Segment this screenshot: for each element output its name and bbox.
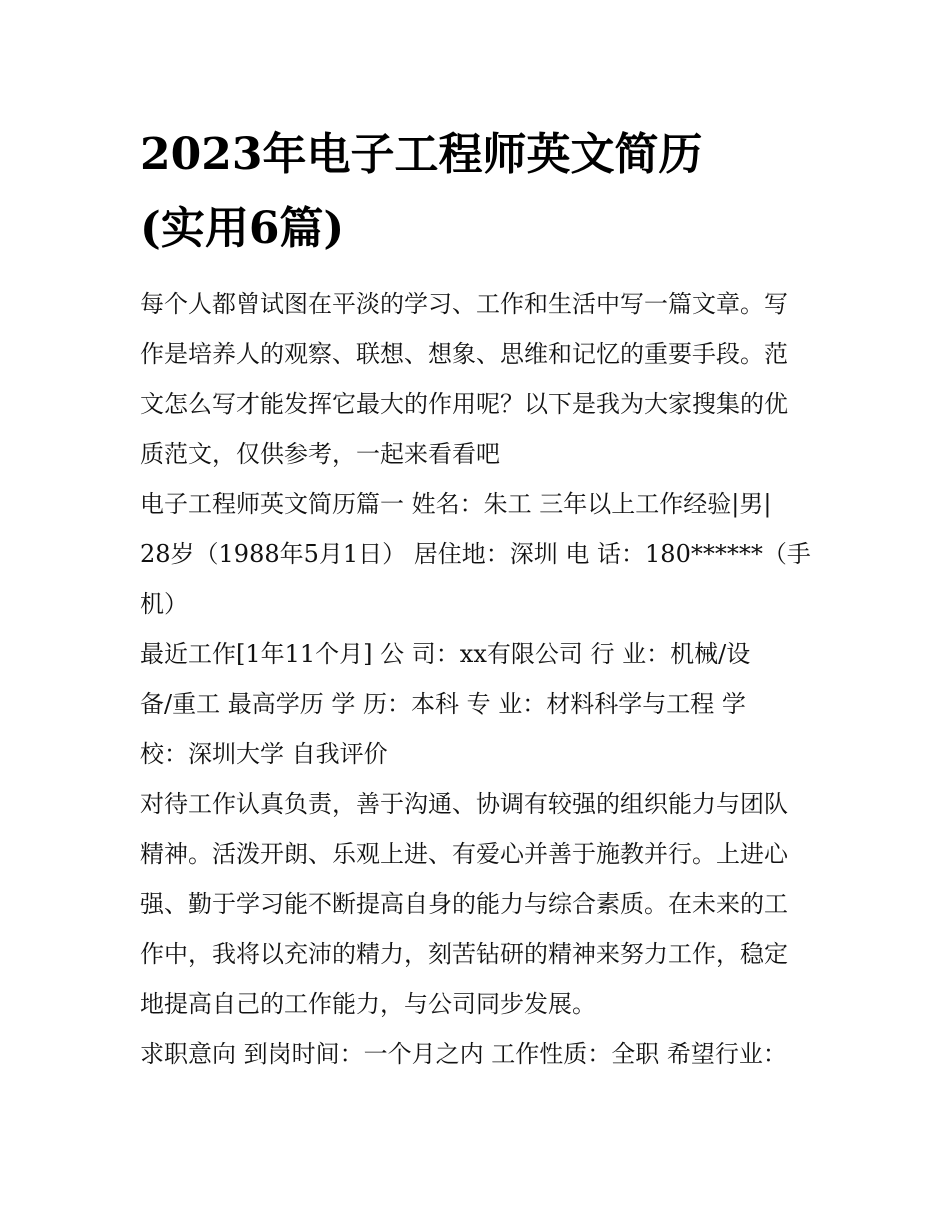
text-line: 作是培养人的观察、联想、想象、思维和记忆的重要手段。范 xyxy=(140,340,788,368)
text-line: 地提高自己的工作能力，与公司同步发展。 xyxy=(140,990,596,1018)
text-line: 每个人都曾试图在平淡的学习、工作和生活中写一篇文章。写 xyxy=(140,290,788,318)
text-line: 质范文，仅供参考，一起来看看吧 xyxy=(140,440,500,468)
text-line: 电子工程师英文简历篇一 姓名：朱工 三年以上工作经验|男| xyxy=(140,490,772,518)
title-line: (实用6篇) xyxy=(140,203,345,254)
intro-paragraph xyxy=(140,279,815,479)
document-title xyxy=(140,118,840,266)
text-line: 最近工作[1年11个月] 公 司：xx有限公司 行 业：机械/设 xyxy=(140,640,751,668)
document-body xyxy=(140,279,815,1079)
text-line: 强、勤于学习能不断提高自身的能力与综合素质。在未来的工 xyxy=(140,890,788,918)
text-line: 文怎么写才能发挥它最大的作用呢？以下是我为大家搜集的优 xyxy=(140,390,788,418)
personal-info-paragraph xyxy=(140,479,815,629)
text-line: 作中，我将以充沛的精力，刻苦钻研的精神来努力工作，稳定 xyxy=(140,940,788,968)
job-intention-paragraph xyxy=(140,1029,815,1079)
title-line: 2023年电子工程师英文简历 xyxy=(140,129,703,180)
text-line: 对待工作认真负责，善于沟通、协调有较强的组织能力与团队 xyxy=(140,790,788,818)
text-line: 机） xyxy=(140,590,188,618)
text-line: 28岁（1988年5月1日） 居住地：深圳 电 话：180******（手 xyxy=(140,540,811,568)
self-evaluation-paragraph xyxy=(140,779,815,1029)
text-line: 备/重工 最高学历 学 历：本科 专 业：材料科学与工程 学 xyxy=(140,690,746,718)
text-line: 校：深圳大学 自我评价 xyxy=(140,740,388,768)
text-line: 精神。活泼开朗、乐观上进、有爱心并善于施教并行。上进心 xyxy=(140,840,788,868)
text-line: 求职意向 到岗时间：一个月之内 工作性质：全职 希望行业： xyxy=(140,1040,787,1068)
work-education-paragraph xyxy=(140,629,815,779)
